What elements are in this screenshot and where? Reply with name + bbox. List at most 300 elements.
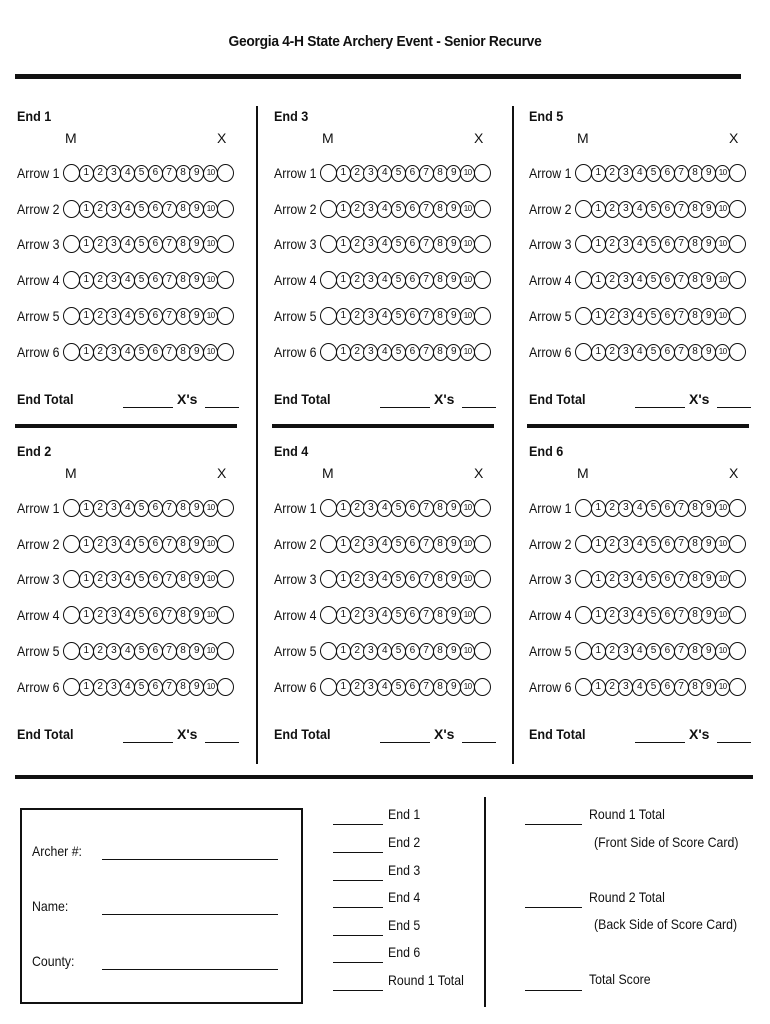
score-bubble[interactable]: 10 [715,643,730,660]
score-bubble[interactable]: 5 [134,643,149,660]
score-bubble[interactable]: 7 [419,571,434,588]
score-bubble[interactable]: 7 [674,536,689,553]
score-bubble[interactable]: 5 [646,165,661,182]
score-bubble[interactable]: 6 [660,165,675,182]
miss-bubble[interactable] [575,164,592,182]
xs-count-field[interactable] [205,407,239,408]
score-bubble[interactable]: 7 [162,201,177,218]
score-bubble[interactable]: 5 [134,165,149,182]
score-bubble[interactable]: 9 [701,201,716,218]
score-bubble[interactable]: 6 [660,201,675,218]
score-bubble[interactable]: 8 [176,236,191,253]
x-bubble[interactable] [217,164,234,182]
score-bubble[interactable]: 2 [605,272,620,289]
score-bubble[interactable]: 10 [203,344,218,361]
score-bubble[interactable]: 10 [460,536,475,553]
score-bubble[interactable]: 9 [446,201,461,218]
score-bubble[interactable]: 7 [674,165,689,182]
score-bubble[interactable]: 1 [591,607,606,624]
score-bubble[interactable]: 6 [148,201,163,218]
score-bubble[interactable]: 8 [688,536,703,553]
miss-bubble[interactable] [320,535,337,553]
score-bubble[interactable]: 2 [605,201,620,218]
score-bubble[interactable]: 1 [336,308,351,325]
score-bubble[interactable]: 8 [433,308,448,325]
score-bubble[interactable]: 7 [419,201,434,218]
score-bubble[interactable]: 4 [632,236,647,253]
score-bubble[interactable]: 3 [106,165,121,182]
score-bubble[interactable]: 3 [618,236,633,253]
score-bubble[interactable]: 10 [715,236,730,253]
x-bubble[interactable] [474,535,491,553]
score-bubble[interactable]: 6 [660,308,675,325]
miss-bubble[interactable] [63,535,80,553]
score-bubble[interactable]: 7 [162,165,177,182]
score-bubble[interactable]: 5 [646,236,661,253]
summary-score-field[interactable] [333,962,383,963]
score-bubble[interactable]: 4 [632,571,647,588]
score-bubble[interactable]: 4 [377,536,392,553]
score-bubble[interactable]: 5 [134,272,149,289]
score-bubble[interactable]: 2 [350,201,365,218]
score-bubble[interactable]: 7 [419,536,434,553]
score-bubble[interactable]: 10 [715,308,730,325]
miss-bubble[interactable] [575,606,592,624]
score-bubble[interactable]: 10 [715,344,730,361]
score-bubble[interactable]: 1 [336,679,351,696]
miss-bubble[interactable] [63,307,80,325]
score-bubble[interactable]: 7 [674,272,689,289]
score-bubble[interactable]: 6 [405,165,420,182]
score-bubble[interactable]: 9 [446,571,461,588]
score-bubble[interactable]: 5 [391,536,406,553]
x-bubble[interactable] [729,271,746,289]
score-bubble[interactable]: 1 [336,500,351,517]
score-bubble[interactable]: 4 [120,165,135,182]
x-bubble[interactable] [474,271,491,289]
score-bubble[interactable]: 10 [715,500,730,517]
x-bubble[interactable] [217,343,234,361]
score-bubble[interactable]: 4 [632,607,647,624]
miss-bubble[interactable] [575,642,592,660]
x-bubble[interactable] [474,235,491,253]
summary-score-field[interactable] [333,990,383,991]
score-bubble[interactable]: 8 [688,272,703,289]
score-bubble[interactable]: 6 [405,236,420,253]
miss-bubble[interactable] [63,200,80,218]
score-bubble[interactable]: 5 [646,536,661,553]
score-bubble[interactable]: 7 [674,344,689,361]
score-bubble[interactable]: 10 [715,201,730,218]
score-bubble[interactable]: 1 [79,536,94,553]
score-bubble[interactable]: 8 [176,500,191,517]
miss-bubble[interactable] [63,235,80,253]
score-bubble[interactable]: 9 [189,236,204,253]
score-bubble[interactable]: 5 [646,272,661,289]
score-bubble[interactable]: 8 [433,500,448,517]
x-bubble[interactable] [729,200,746,218]
score-bubble[interactable]: 2 [605,500,620,517]
score-bubble[interactable]: 7 [162,679,177,696]
score-bubble[interactable]: 1 [591,571,606,588]
score-bubble[interactable]: 9 [189,500,204,517]
score-bubble[interactable]: 6 [405,500,420,517]
score-bubble[interactable]: 6 [405,308,420,325]
score-bubble[interactable]: 3 [618,607,633,624]
miss-bubble[interactable] [320,343,337,361]
score-bubble[interactable]: 4 [377,272,392,289]
score-bubble[interactable]: 10 [203,236,218,253]
score-bubble[interactable]: 5 [646,500,661,517]
score-bubble[interactable]: 6 [660,536,675,553]
miss-bubble[interactable] [320,307,337,325]
county-field[interactable] [102,969,278,970]
score-bubble[interactable]: 5 [391,308,406,325]
score-bubble[interactable]: 1 [79,643,94,660]
score-bubble[interactable]: 4 [377,607,392,624]
miss-bubble[interactable] [320,200,337,218]
xs-count-field[interactable] [462,742,496,743]
score-bubble[interactable]: 1 [79,272,94,289]
score-bubble[interactable]: 7 [419,679,434,696]
score-bubble[interactable]: 9 [446,308,461,325]
score-bubble[interactable]: 3 [363,272,378,289]
score-bubble[interactable]: 6 [148,571,163,588]
x-bubble[interactable] [217,535,234,553]
score-bubble[interactable]: 10 [715,165,730,182]
miss-bubble[interactable] [575,499,592,517]
score-bubble[interactable]: 9 [189,536,204,553]
score-bubble[interactable]: 3 [106,201,121,218]
score-bubble[interactable]: 9 [446,643,461,660]
score-bubble[interactable]: 9 [701,571,716,588]
score-bubble[interactable]: 9 [189,201,204,218]
score-bubble[interactable]: 10 [203,536,218,553]
end-total-field[interactable] [123,742,173,743]
score-bubble[interactable]: 7 [162,500,177,517]
score-bubble[interactable]: 1 [591,536,606,553]
score-bubble[interactable]: 5 [391,643,406,660]
x-bubble[interactable] [729,235,746,253]
score-bubble[interactable]: 8 [433,165,448,182]
miss-bubble[interactable] [575,307,592,325]
score-bubble[interactable]: 6 [148,643,163,660]
score-bubble[interactable]: 8 [176,536,191,553]
score-bubble[interactable]: 4 [632,165,647,182]
x-bubble[interactable] [474,200,491,218]
score-bubble[interactable]: 2 [605,165,620,182]
score-bubble[interactable]: 8 [176,643,191,660]
x-bubble[interactable] [217,678,234,696]
x-bubble[interactable] [474,642,491,660]
score-bubble[interactable]: 2 [350,500,365,517]
score-bubble[interactable]: 9 [701,236,716,253]
score-bubble[interactable]: 2 [605,607,620,624]
round2-total-field[interactable] [525,907,582,908]
score-bubble[interactable]: 5 [391,272,406,289]
score-bubble[interactable]: 3 [106,344,121,361]
score-bubble[interactable]: 6 [660,500,675,517]
score-bubble[interactable]: 2 [350,571,365,588]
score-bubble[interactable]: 1 [336,344,351,361]
score-bubble[interactable]: 4 [377,643,392,660]
miss-bubble[interactable] [320,642,337,660]
x-bubble[interactable] [729,535,746,553]
score-bubble[interactable]: 8 [688,165,703,182]
score-bubble[interactable]: 6 [148,272,163,289]
miss-bubble[interactable] [320,678,337,696]
score-bubble[interactable]: 10 [715,607,730,624]
end-total-field[interactable] [635,742,685,743]
score-bubble[interactable]: 3 [618,344,633,361]
score-bubble[interactable]: 2 [350,607,365,624]
xs-count-field[interactable] [717,407,751,408]
x-bubble[interactable] [729,499,746,517]
score-bubble[interactable]: 2 [93,643,108,660]
score-bubble[interactable]: 3 [618,308,633,325]
x-bubble[interactable] [217,307,234,325]
score-bubble[interactable]: 5 [134,201,149,218]
score-bubble[interactable]: 6 [405,679,420,696]
score-bubble[interactable]: 6 [660,236,675,253]
score-bubble[interactable]: 1 [591,344,606,361]
score-bubble[interactable]: 10 [203,272,218,289]
score-bubble[interactable]: 8 [688,344,703,361]
score-bubble[interactable]: 1 [591,236,606,253]
x-bubble[interactable] [217,235,234,253]
end-total-field[interactable] [123,407,173,408]
score-bubble[interactable]: 1 [79,607,94,624]
score-bubble[interactable]: 8 [433,272,448,289]
score-bubble[interactable]: 6 [660,643,675,660]
score-bubble[interactable]: 6 [405,201,420,218]
score-bubble[interactable]: 5 [646,344,661,361]
score-bubble[interactable]: 2 [93,679,108,696]
score-bubble[interactable]: 5 [391,165,406,182]
end-total-field[interactable] [380,742,430,743]
score-bubble[interactable]: 7 [162,272,177,289]
score-bubble[interactable]: 2 [605,308,620,325]
score-bubble[interactable]: 3 [618,500,633,517]
score-bubble[interactable]: 5 [134,571,149,588]
score-bubble[interactable]: 4 [632,344,647,361]
score-bubble[interactable]: 9 [701,536,716,553]
score-bubble[interactable]: 10 [460,344,475,361]
end-total-field[interactable] [635,407,685,408]
score-bubble[interactable]: 7 [674,500,689,517]
x-bubble[interactable] [217,570,234,588]
score-bubble[interactable]: 6 [405,607,420,624]
score-bubble[interactable]: 10 [203,500,218,517]
score-bubble[interactable]: 3 [618,643,633,660]
score-bubble[interactable]: 3 [363,500,378,517]
score-bubble[interactable]: 1 [591,643,606,660]
score-bubble[interactable]: 3 [618,536,633,553]
score-bubble[interactable]: 5 [646,643,661,660]
score-bubble[interactable]: 1 [79,308,94,325]
score-bubble[interactable]: 9 [189,165,204,182]
score-bubble[interactable]: 1 [591,201,606,218]
xs-count-field[interactable] [717,742,751,743]
score-bubble[interactable]: 10 [715,571,730,588]
score-bubble[interactable]: 4 [632,643,647,660]
score-bubble[interactable]: 7 [419,236,434,253]
score-bubble[interactable]: 3 [363,165,378,182]
score-bubble[interactable]: 6 [148,607,163,624]
score-bubble[interactable]: 4 [632,308,647,325]
score-bubble[interactable]: 9 [701,272,716,289]
score-bubble[interactable]: 10 [460,679,475,696]
score-bubble[interactable]: 9 [701,607,716,624]
score-bubble[interactable]: 5 [134,500,149,517]
x-bubble[interactable] [474,164,491,182]
x-bubble[interactable] [729,307,746,325]
score-bubble[interactable]: 9 [701,308,716,325]
score-bubble[interactable]: 7 [162,643,177,660]
summary-score-field[interactable] [333,824,383,825]
score-bubble[interactable]: 2 [350,679,365,696]
summary-score-field[interactable] [333,935,383,936]
score-bubble[interactable]: 7 [162,236,177,253]
score-bubble[interactable]: 4 [120,344,135,361]
xs-count-field[interactable] [205,742,239,743]
score-bubble[interactable]: 5 [391,344,406,361]
score-bubble[interactable]: 5 [646,201,661,218]
miss-bubble[interactable] [320,271,337,289]
end-total-field[interactable] [380,407,430,408]
score-bubble[interactable]: 3 [363,571,378,588]
x-bubble[interactable] [217,200,234,218]
score-bubble[interactable]: 8 [433,607,448,624]
score-bubble[interactable]: 1 [336,201,351,218]
miss-bubble[interactable] [63,642,80,660]
score-bubble[interactable]: 7 [419,643,434,660]
score-bubble[interactable]: 3 [106,308,121,325]
score-bubble[interactable]: 7 [419,500,434,517]
score-bubble[interactable]: 4 [120,236,135,253]
score-bubble[interactable]: 3 [618,165,633,182]
score-bubble[interactable]: 7 [674,571,689,588]
score-bubble[interactable]: 4 [120,607,135,624]
x-bubble[interactable] [729,606,746,624]
miss-bubble[interactable] [320,606,337,624]
score-bubble[interactable]: 5 [391,500,406,517]
x-bubble[interactable] [474,343,491,361]
summary-score-field[interactable] [333,852,383,853]
score-bubble[interactable]: 4 [120,272,135,289]
score-bubble[interactable]: 4 [377,165,392,182]
score-bubble[interactable]: 4 [632,500,647,517]
score-bubble[interactable]: 1 [336,643,351,660]
score-bubble[interactable]: 9 [701,643,716,660]
score-bubble[interactable]: 4 [377,500,392,517]
score-bubble[interactable]: 8 [688,201,703,218]
score-bubble[interactable]: 8 [688,236,703,253]
score-bubble[interactable]: 9 [189,344,204,361]
score-bubble[interactable]: 2 [350,236,365,253]
x-bubble[interactable] [217,642,234,660]
score-bubble[interactable]: 6 [148,500,163,517]
score-bubble[interactable]: 6 [148,536,163,553]
score-bubble[interactable]: 6 [405,344,420,361]
miss-bubble[interactable] [575,678,592,696]
score-bubble[interactable]: 5 [646,571,661,588]
score-bubble[interactable]: 4 [377,571,392,588]
score-bubble[interactable]: 5 [391,236,406,253]
score-bubble[interactable]: 7 [162,607,177,624]
score-bubble[interactable]: 6 [405,571,420,588]
x-bubble[interactable] [217,606,234,624]
score-bubble[interactable]: 3 [363,536,378,553]
x-bubble[interactable] [474,570,491,588]
miss-bubble[interactable] [575,570,592,588]
score-bubble[interactable]: 3 [363,201,378,218]
score-bubble[interactable]: 6 [405,272,420,289]
score-bubble[interactable]: 2 [350,536,365,553]
score-bubble[interactable]: 1 [336,236,351,253]
score-bubble[interactable]: 4 [377,236,392,253]
score-bubble[interactable]: 7 [674,201,689,218]
score-bubble[interactable]: 4 [632,201,647,218]
miss-bubble[interactable] [63,606,80,624]
score-bubble[interactable]: 2 [93,344,108,361]
score-bubble[interactable]: 2 [350,308,365,325]
score-bubble[interactable]: 5 [391,607,406,624]
score-bubble[interactable]: 10 [460,643,475,660]
score-bubble[interactable]: 2 [93,607,108,624]
score-bubble[interactable]: 2 [93,308,108,325]
score-bubble[interactable]: 9 [701,679,716,696]
score-bubble[interactable]: 3 [106,236,121,253]
score-bubble[interactable]: 5 [134,607,149,624]
score-bubble[interactable]: 10 [203,201,218,218]
score-bubble[interactable]: 3 [106,607,121,624]
score-bubble[interactable]: 2 [93,536,108,553]
score-bubble[interactable]: 2 [605,571,620,588]
score-bubble[interactable]: 9 [446,500,461,517]
score-bubble[interactable]: 7 [674,679,689,696]
score-bubble[interactable]: 1 [336,165,351,182]
score-bubble[interactable]: 1 [336,272,351,289]
score-bubble[interactable]: 9 [189,643,204,660]
score-bubble[interactable]: 6 [148,236,163,253]
score-bubble[interactable]: 9 [189,272,204,289]
score-bubble[interactable]: 9 [446,536,461,553]
score-bubble[interactable]: 2 [93,571,108,588]
score-bubble[interactable]: 2 [605,536,620,553]
score-bubble[interactable]: 9 [701,344,716,361]
round1-total-field[interactable] [525,824,582,825]
x-bubble[interactable] [729,164,746,182]
score-bubble[interactable]: 5 [134,308,149,325]
name-field[interactable] [102,914,278,915]
summary-score-field[interactable] [333,880,383,881]
score-bubble[interactable]: 1 [79,571,94,588]
score-bubble[interactable]: 3 [363,344,378,361]
score-bubble[interactable]: 8 [176,679,191,696]
score-bubble[interactable]: 4 [632,272,647,289]
score-bubble[interactable]: 9 [189,607,204,624]
score-bubble[interactable]: 2 [93,165,108,182]
score-bubble[interactable]: 1 [79,344,94,361]
xs-count-field[interactable] [462,407,496,408]
score-bubble[interactable]: 7 [162,308,177,325]
score-bubble[interactable]: 8 [176,308,191,325]
score-bubble[interactable]: 2 [605,643,620,660]
miss-bubble[interactable] [63,678,80,696]
score-bubble[interactable]: 1 [336,607,351,624]
score-bubble[interactable]: 2 [605,236,620,253]
